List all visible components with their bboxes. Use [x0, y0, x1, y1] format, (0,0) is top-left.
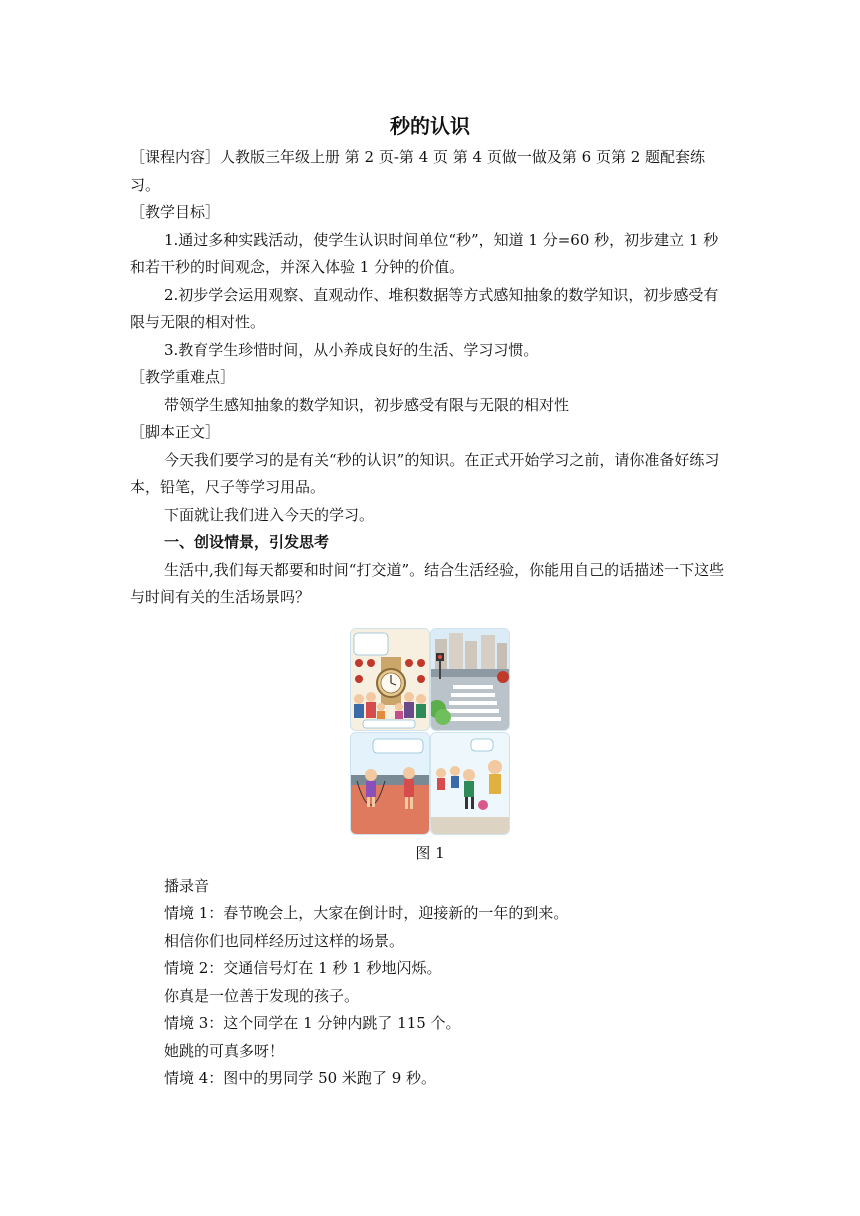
jump-rope-illustration: [350, 732, 430, 835]
document-page: [130, 108, 730, 1093]
course-content: [130, 144, 730, 199]
script-paragraph-1: 今天我们要学习的是有关“秒的认识”的知识。在正式开始学习之前，请你准备好练习本，铅笔，尺子等学习用品。: [130, 450, 720, 496]
script-paragraph-2: 下面就让我们进入今天的学习。: [164, 505, 375, 524]
new-year-countdown-illustration: [350, 628, 430, 731]
after-figure-line-1: 播录音: [164, 876, 210, 895]
after-figure-line-2: 情境 1：春节晚会上，大家在倒计时，迎接新的一年的到来。: [164, 904, 569, 922]
traffic-light-crossing-illustration: [430, 628, 510, 731]
section-heading: 一、创设情景，引发思考: [164, 533, 330, 551]
after-figure-line-6: 情境 3：这个同学在 1 分钟内跳了 115 个。: [164, 1014, 461, 1032]
figure-caption: 图 1: [415, 843, 445, 862]
after-figure-line-5: 你真是一位善于发现的孩子。: [164, 986, 360, 1005]
document-title: 秒的认识: [390, 114, 470, 138]
after-figure-line-3: 相信你们也同样经历过这样的场景。: [164, 931, 405, 950]
goals-label: ［教学目标］: [130, 203, 221, 221]
key-points-label: ［教学重难点］: [130, 368, 236, 386]
after-figure-line-8: 情境 4：图中的男同学 50 米跑了 9 秒。: [164, 1069, 437, 1087]
course-content-text: 人教版三年级上册 第 2 页-第 4 页 第 4 页做一做及第 6 页第 2 题配套练习。: [130, 148, 706, 194]
course-content-label: ［课程内容］: [130, 148, 221, 166]
key-points-text: 带领学生感知抽象的数学知识，初步感受有限与无限的相对性: [164, 395, 570, 414]
goal-item-1: 1.通过多种实践活动，使学生认识时间单位“秒”，知道 1 分=60 秒，初步建立 1 秒和若干秒的时间观念，并深入体验 1 分钟的价值。: [130, 230, 719, 276]
scenes-illustration: [350, 628, 510, 834]
goal-item-3: 3.教育学生珍惜时间，从小养成良好的生活、学习习惯。: [164, 340, 539, 359]
section-text: 生活中,我们每天都要和时间“打交道”。结合生活经验，你能用自己的话描述一下这些与时间有关的生活场景吗？: [130, 560, 725, 606]
goal-item-2: 2.初步学会运用观察、直观动作、堆积数据等方式感知抽象的数学知识，初步感受有限与无限的相对性。: [130, 285, 719, 331]
after-figure-line-7: 她跳的可真多呀！: [164, 1041, 285, 1060]
after-figure-line-4: 情境 2：交通信号灯在 1 秒 1 秒地闪烁。: [164, 959, 442, 977]
script-label: ［脚本正文］: [130, 423, 221, 441]
running-race-illustration: [430, 732, 510, 835]
